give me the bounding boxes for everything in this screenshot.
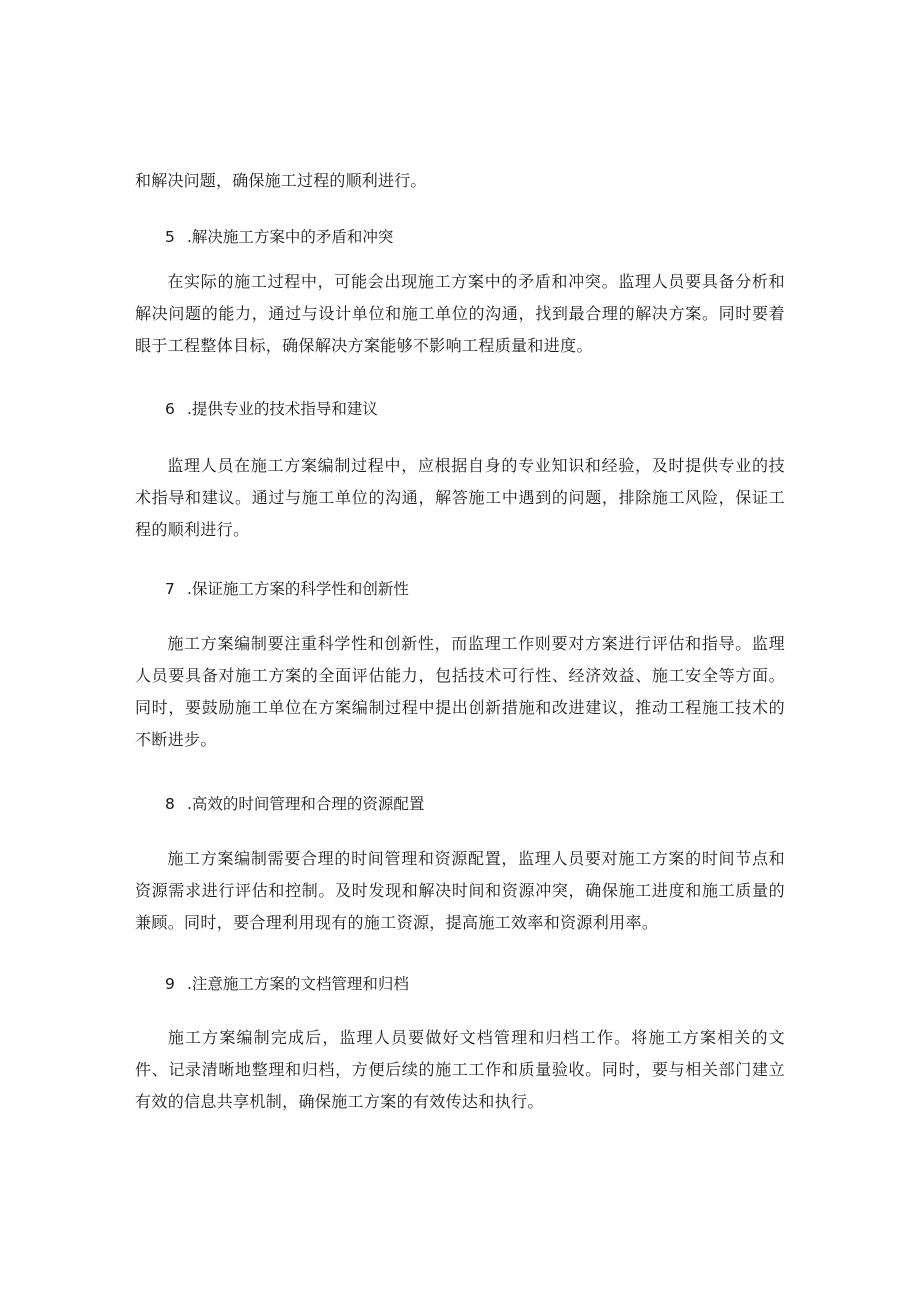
section-body-text: 监理人员在施工方案编制过程中，应根据自身的专业知识和经验，及时提供专业的技术指导和建议。通过与施工单位的沟通，解答施工中遇到的问题，排除施工风险，保证工程的顺利进行。 bbox=[135, 456, 785, 539]
section-heading-9 bbox=[165, 974, 409, 994]
section-body-text: 施工方案编制完成后，监理人员要做好文档管理和归档工作。将施工方案相关的文件、记录清晰地整理和归档，方便后续的施工工作和质量验收。同时，要与相关部门建立有效的信息共享机制，确保施工方案的有效传达和执行。 bbox=[135, 1028, 785, 1111]
section-heading-6 bbox=[165, 399, 378, 419]
section-number: 7 bbox=[165, 580, 175, 598]
section-heading-7 bbox=[165, 579, 409, 599]
section-number: 8 bbox=[165, 795, 175, 813]
section-body-9 bbox=[135, 1022, 785, 1118]
section-title: .保证施工方案的科学性和创新性 bbox=[187, 580, 409, 598]
section-number: 5 bbox=[165, 228, 175, 246]
section-heading-5 bbox=[165, 227, 393, 247]
section-heading-8 bbox=[165, 794, 424, 814]
section-number: 9 bbox=[165, 975, 175, 993]
section-title: .高效的时间管理和合理的资源配置 bbox=[187, 795, 425, 813]
section-body-text: 在实际的施工过程中，可能会出现施工方案中的矛盾和冲突。监理人员要具备分析和解决问题的能力，通过与设计单位和施工单位的沟通，找到最合理的解决方案。同时要着眼于工程整体目标，确保解决方案能够不影响工程质量和进度。 bbox=[135, 272, 785, 355]
section-title: .注意施工方案的文档管理和归档 bbox=[187, 975, 409, 993]
section-number: 6 bbox=[165, 400, 175, 418]
section-body-text: 施工方案编制需要合理的时间管理和资源配置，监理人员要对施工方案的时间节点和资源需求进行评估和控制。及时发现和解决时间和资源冲突，确保施工进度和施工质量的兼顾。同时，要合理利用现有的施工资源，提高施工效率和资源利用率。 bbox=[135, 849, 785, 932]
section-title: .解决施工方案中的矛盾和冲突 bbox=[187, 228, 394, 246]
section-body-7 bbox=[135, 628, 785, 756]
continuation-text: 和解决问题，确保施工过程的顺利进行。 bbox=[135, 171, 427, 190]
section-title: .提供专业的技术指导和建议 bbox=[187, 400, 378, 418]
section-body-5 bbox=[135, 266, 785, 362]
section-body-8 bbox=[135, 843, 785, 939]
section-body-6 bbox=[135, 450, 785, 546]
section-body-text: 施工方案编制要注重科学性和创新性，而监理工作则要对方案进行评估和指导。监理人员要具备对施工方案的全面评估能力，包括技术可行性、经济效益、施工安全等方面。同时，要鼓励施工单位在方案编制过程中提出创新措施和改进建议，推动工程施工技术的不断进步。 bbox=[135, 634, 785, 749]
